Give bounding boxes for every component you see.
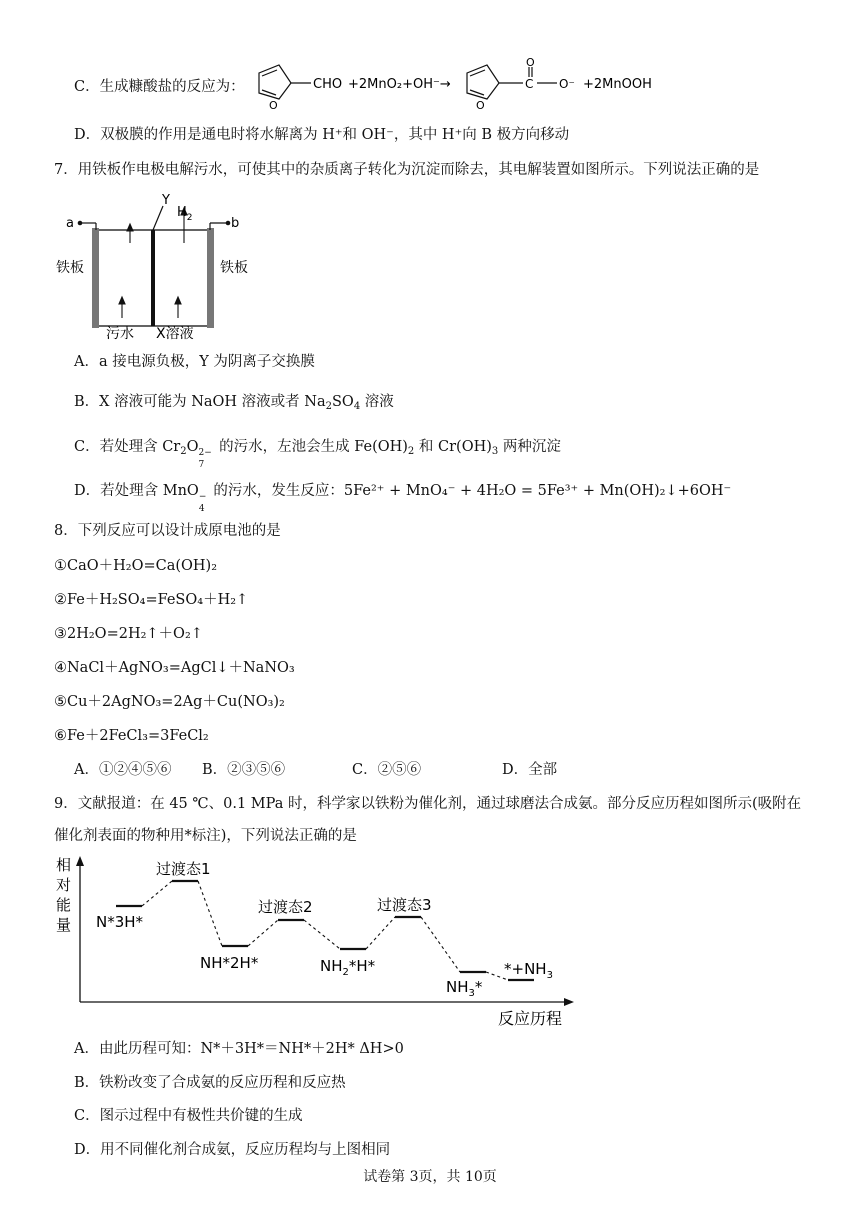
terminal-a-label: a [66, 216, 74, 231]
q9-option-d: D．用不同催化剂合成氨，反应历程均与上图相同 [74, 1142, 391, 1158]
state-nh-2h-label: NH*2H* [200, 954, 259, 972]
terminal-b-label: b [231, 216, 240, 231]
state-nh3-label: $NH_3*$ [446, 978, 483, 999]
q9-option-b: B．铁粉改变了合成氨的反应历程和反应热 [74, 1075, 346, 1091]
q9-option-a: A．由此历程可知：N*＋3H*＝NH*＋2H* ΔH>0 [74, 1041, 404, 1057]
ring-oxygen-label: O [269, 99, 278, 112]
x-solution-label: X溶液 [156, 326, 194, 342]
terminal-b-dot [226, 221, 231, 226]
page-footer: 试卷第 3页，共 10页 [363, 1169, 497, 1185]
product-ring-oxygen-label: O [476, 99, 485, 112]
left-iron-plate [92, 228, 99, 328]
state-n-3h-label: N*3H* [96, 913, 144, 931]
y-label-char-1: 相 [56, 856, 72, 874]
q8-item-4: ④NaCl＋AgNO₃=AgCl↓＋NaNO₃ [54, 660, 295, 676]
membrane-y-label: Y [162, 193, 170, 208]
electrolysis-figure [56, 188, 270, 343]
q7-option-a: A．a 接电源负极，Y 为阴离子交换膜 [74, 354, 315, 370]
right-plate-label: 铁板 [220, 260, 248, 276]
carboxyl-carbon: C [525, 77, 534, 91]
ts2-label: 过渡态2 [258, 898, 313, 916]
energy-profile-figure [50, 852, 590, 1032]
q8-item-6: ⑥Fe＋2FeCl₃=3FeCl₂ [54, 728, 209, 744]
q8-item-2: ②Fe＋H₂SO₄=FeSO₄＋H₂↑ [54, 592, 249, 608]
x-axis-arrow [564, 998, 574, 1006]
y-axis-arrow [76, 856, 84, 866]
q6-option-c-prefix: C．生成糠酸盐的反应为： [74, 79, 245, 95]
q8-stem: 8．下列反应可以设计成原电池的是 [54, 523, 281, 539]
ts1-label: 过渡态1 [156, 860, 211, 878]
reaction-tail: +2MnOOH [583, 77, 652, 92]
carbonyl-oxygen: O [526, 56, 535, 69]
terminal-a-dot [78, 221, 83, 226]
q8-option-d: D．全部 [502, 762, 558, 778]
q7-stem: 7．用铁板作电极电解污水，可使其中的杂质离子转化为沉淀而除去，其电解装置如图所示。下列说法正确的是 [54, 162, 760, 178]
q7-option-b: B．X 溶液可能为 NaOH 溶液或者 $Na_2SO_4$ 溶液 [74, 394, 394, 412]
q7-option-c: C．若处理含 $Cr_2O$ 2− 7 的污水，左池会生成 $Fe(OH)_2$ 和 $Cr(OH)_3$ 两种沉淀 [74, 439, 561, 470]
membrane-y [151, 230, 155, 326]
furan-ring-reactant [259, 65, 311, 99]
ts3-label: 过渡态3 [377, 896, 432, 914]
x-axis-label: 反应历程 [498, 1009, 563, 1028]
furan-ring-product [467, 65, 557, 99]
left-plate-label: 铁板 [56, 260, 84, 276]
right-iron-plate [207, 228, 214, 328]
y-label-char-3: 能 [56, 896, 72, 914]
q8-option-a: A．①②④⑤⑥ [74, 762, 172, 778]
state-free-nh3-label: $*+NH_3$ [504, 960, 553, 981]
reaction-middle: +2MnO₂+OH⁻→ [348, 77, 451, 92]
q6-option-d: D．双极膜的作用是通电时将水解离为 H⁺和 OH⁻，其中 H⁺向 B 极方向移动 [74, 127, 570, 143]
q6-equation-figure [245, 55, 665, 115]
q8-option-b: B．②③⑤⑥ [202, 762, 286, 778]
cho-group: CHO [313, 77, 343, 92]
h2-label: $H_2$ [177, 205, 193, 223]
q9-stem-line2: 催化剂表面的物种用*标注)，下列说法正确的是 [54, 828, 357, 844]
q9-stem-line1: 9．文献报道：在 45 ℃、0.1 MPa 时，科学家以铁粉为催化剂，通过球磨法合成氨。部分反应历程如图所示(吸附在 [54, 796, 802, 812]
state-nh2-h-label: $NH_2*H*$ [320, 957, 376, 978]
q6-option-c [74, 77, 245, 97]
wastewater-label: 污水 [106, 326, 134, 342]
y-label-char-4: 量 [56, 916, 72, 934]
q8-item-5: ⑤Cu＋2AgNO₃=2Ag＋Cu(NO₃)₂ [54, 694, 285, 710]
q8-item-3: ③2H₂O=2H₂↑＋O₂↑ [54, 626, 203, 642]
q9-option-c: C．图示过程中有极性共价键的生成 [74, 1108, 303, 1124]
y-label-char-2: 对 [56, 876, 72, 894]
q8-option-c: C．②⑤⑥ [352, 762, 422, 778]
carboxylate-oxygen: O⁻ [559, 77, 575, 91]
q8-item-1: ①CaO＋H₂O=Ca(OH)₂ [54, 558, 218, 574]
q7-option-d: D．若处理含 MnO − 4 的污水，发生反应：5Fe²⁺ + MnO₄⁻ + 4H₂O = 5Fe³⁺ + Mn(OH)₂↓+6OH⁻ [74, 483, 732, 514]
